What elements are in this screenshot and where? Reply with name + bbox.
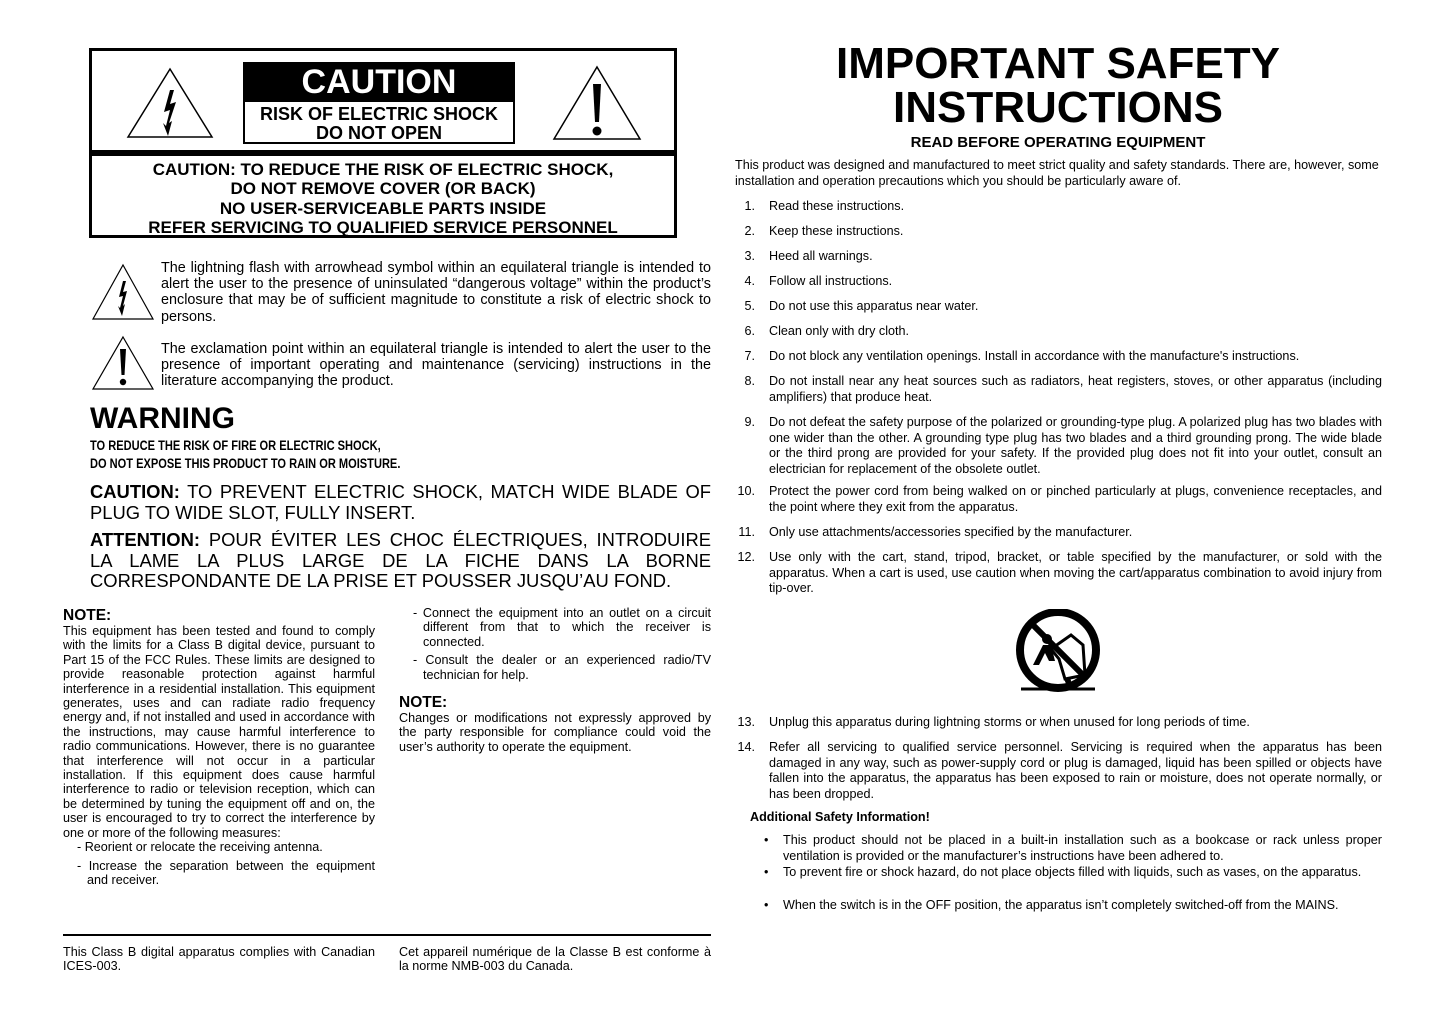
additional-safety-title: Additional Safety Information! xyxy=(750,810,930,824)
item-text: Do not block any ventilation openings. Install in accordance with the manufacture's instructions. xyxy=(769,349,1300,363)
bullet-icon: • xyxy=(764,898,769,912)
item-text: Do not defeat the safety purpose of the polarized or grounding-type plug. A polarized plug has two blades with one wider than the other. A grounding type plug has two blades and a third grounding prong. The wide blade or the third prong are provided for your safety. If the provided plug does not fit into your outlet, consult an electrician for replacement of the obsolete outlet. xyxy=(769,415,1382,476)
fcc-note-title: NOTE: xyxy=(63,607,112,624)
caution-line: CAUTION: TO REDUCE THE RISK OF ELECTRIC SHOCK, xyxy=(152,160,614,179)
modification-note xyxy=(399,694,711,754)
additional-item-text: This product should not be placed in a built-in installation such as a bookcase or rack unless proper ventilation is provided or the manufacturer’s instructions have been adhered to. xyxy=(783,833,1382,863)
warning-text xyxy=(90,437,400,473)
warning-line: TO REDUCE THE RISK OF FIRE OR ELECTRIC SHOCK, xyxy=(90,438,381,453)
item-number: 2. xyxy=(744,224,755,238)
exclamation-symbol-explanation: The exclamation point within an equilateral triangle is intended to alert the user to the presence of important operating and maintenance (servicing) instructions in the literature accompanying the product. xyxy=(161,341,711,390)
safety-item xyxy=(735,249,1382,265)
caution-line: NO USER-SERVICEABLE PARTS INSIDE xyxy=(219,198,547,218)
safety-item xyxy=(735,550,1382,597)
fcc-measures-continued xyxy=(413,606,711,682)
item-text: Refer all servicing to qualified service personnel. Servicing is required when the apparatus has been damaged in any way, such as power-supply cord or plug is damaged, liquid has been spilled or objects have fallen into the apparatus, the apparatus has been exposed to rain or moisture, does not operate normally, or has been dropped. xyxy=(769,740,1382,801)
item-number: 11. xyxy=(738,525,755,539)
safety-item xyxy=(735,324,1382,340)
item-text: Keep these instructions. xyxy=(769,224,904,238)
canada-compliance-french: Cet appareil numérique de la Classe B est conforme à la norme NMB-003 du Canada. xyxy=(399,945,711,974)
plug-attention-label: ATTENTION: xyxy=(90,529,200,550)
modification-note-text: Changes or modifications not expressly approved by the party responsible for compliance could void the user’s authority to operate the equipment. xyxy=(399,711,711,754)
item-text: Do not install near any heat sources such as radiators, heat registers, stoves, or other apparatus (including amplifiers) that produce heat. xyxy=(769,374,1382,404)
warning-line: DO NOT EXPOSE THIS PRODUCT TO RAIN OR MOISTURE. xyxy=(90,456,401,471)
item-number: 6. xyxy=(744,324,755,338)
plug-caution-text: TO PREVENT ELECTRIC SHOCK, MATCH WIDE BLADE OF PLUG TO WIDE SLOT, FULLY INSERT. xyxy=(90,481,711,523)
item-text: Protect the power cord from being walked on or pinched particularly at plugs, convenience receptacles, and the point where they exit from the apparatus. xyxy=(769,484,1382,514)
additional-safety-item xyxy=(764,898,1382,914)
bullet-icon: • xyxy=(764,833,769,847)
safety-item xyxy=(735,374,1382,405)
item-text: Follow all instructions. xyxy=(769,274,893,288)
safety-item xyxy=(735,224,1382,240)
page-subtitle: READ BEFORE OPERATING EQUIPMENT xyxy=(910,134,1206,151)
safety-item xyxy=(735,199,1382,215)
item-number: 3. xyxy=(744,249,755,263)
safety-item xyxy=(735,525,1382,541)
item-number: 13. xyxy=(737,715,755,729)
safety-item xyxy=(735,299,1382,315)
page-title-line1: IMPORTANT SAFETY xyxy=(835,39,1281,88)
canada-compliance-english: This Class B digital apparatus complies with Canadian ICES-003. xyxy=(63,945,375,974)
item-number: 8. xyxy=(744,374,755,388)
fcc-measure-item: - Consult the dealer or an experienced radio/TV technician for help. xyxy=(413,653,711,682)
caution-sub-line1: RISK OF ELECTRIC SHOCK xyxy=(259,104,498,124)
caution-banner: CAUTION xyxy=(243,62,515,100)
fcc-measure-item: - Connect the equipment into an outlet on a circuit different from that to which the receiver is connected. xyxy=(413,606,711,649)
item-number: 14. xyxy=(737,740,755,754)
plug-attention-text: POUR ÉVITER LES CHOC ÉLECTRIQUES, INTRODUIRE LA LAME LA PLUS LARGE DE LA FICHE DANS LA BORNE CORRESPONDANTE DE LA PRISE ET POUSSER JUSQU’AU FOND. xyxy=(90,529,711,591)
fcc-measure-item: - Increase the separation between the equipment and receiver. xyxy=(77,858,375,887)
item-text: Use only with the cart, stand, tripod, bracket, or table specified by the manufacturer, or sold with the apparatus. When a cart is used, use caution when moving the cart/apparatus combination to avoid injury from tip-over. xyxy=(769,550,1382,596)
additional-safety-item xyxy=(764,865,1382,881)
item-text: Heed all warnings. xyxy=(769,249,873,263)
exclamation-triangle-icon xyxy=(552,64,642,142)
additional-item-text: To prevent fire or shock hazard, do not place objects filled with liquids, such as vases, on the apparatus. xyxy=(783,865,1362,879)
item-number: 10. xyxy=(737,484,755,498)
lightning-triangle-icon xyxy=(91,263,155,321)
safety-item xyxy=(735,415,1382,477)
safety-item xyxy=(735,274,1382,290)
fcc-note-text: This equipment has been tested and found to comply with the limits for a Class B digital device, pursuant to Part 15 of the FCC Rules. These limits are designed to provide reasonable protection against harmful interference in a residential installation. This equipment generates, uses and can radiate radio frequency energy and, if not installed and used in accordance with the instructions, may cause harmful interference to radio communications. However, there is no guarantee that interference will not occur in a particular installation. If this equipment does cause harmful interference to radio or television reception, which can be determined by tuning the equipment off and on, the user is encouraged to try to correct the interference by one or more of the following measures: xyxy=(63,624,375,840)
item-number: 7. xyxy=(744,349,755,363)
item-number: 9. xyxy=(744,415,755,429)
caution-divider xyxy=(89,150,677,156)
lightning-triangle-icon xyxy=(126,66,214,140)
caution-label-text xyxy=(92,160,674,237)
warning-title: WARNING xyxy=(90,402,235,435)
page-title-line2: INSTRUCTIONS xyxy=(893,83,1223,132)
fcc-measure xyxy=(77,840,375,887)
bullet-icon: • xyxy=(764,865,769,879)
item-number: 1. xyxy=(744,199,755,213)
item-number: 5. xyxy=(744,299,755,313)
additional-item-text: When the switch is in the OFF position, the apparatus isn’t completely switched-off from the MAINS. xyxy=(783,898,1339,912)
page-title xyxy=(740,39,1376,132)
safety-item xyxy=(735,715,1382,731)
item-text: Read these instructions. xyxy=(769,199,905,213)
plug-caution-label: CAUTION: xyxy=(90,481,180,502)
fcc-measure-item: - Reorient or relocate the receiving antenna. xyxy=(77,840,323,855)
item-number: 12. xyxy=(737,550,755,564)
item-text: Clean only with dry cloth. xyxy=(769,324,909,338)
item-number: 4. xyxy=(744,274,755,288)
safety-intro: This product was designed and manufactured to meet strict quality and safety standards. There are, however, some installation and operation precautions which you should be particularly aware of. xyxy=(735,158,1379,188)
caution-line: DO NOT REMOVE COVER (OR BACK) xyxy=(230,179,536,199)
caution-sub-line2: DO NOT OPEN xyxy=(315,123,442,143)
fcc-note xyxy=(63,607,375,887)
plug-caution xyxy=(90,482,711,523)
safety-item xyxy=(735,349,1382,365)
item-text: Do not use this apparatus near water. xyxy=(769,299,979,313)
caution-line: REFER SERVICING TO QUALIFIED SERVICE PERSONNEL xyxy=(148,217,618,237)
additional-safety-item xyxy=(764,833,1382,864)
modification-note-title: NOTE: xyxy=(399,694,448,711)
plug-attention xyxy=(90,530,711,592)
item-text: Unplug this apparatus during lightning storms or when unused for long periods of time. xyxy=(769,715,1250,729)
safety-item xyxy=(735,484,1382,515)
footer-divider xyxy=(63,934,711,936)
cart-tip-over-icon xyxy=(1013,609,1103,695)
lightning-symbol-explanation: The lightning flash with arrowhead symbol within an equilateral triangle is intended to alert the user to the presence of uninsulated “dangerous voltage” within the product’s enclosure that may be of sufficient magnitude to constitute a risk of electric shock to persons. xyxy=(161,260,711,325)
item-text: Only use attachments/accessories specified by the manufacturer. xyxy=(769,525,1133,539)
caution-subtitle xyxy=(243,100,515,144)
exclamation-triangle-icon xyxy=(91,335,155,391)
safety-item xyxy=(735,740,1382,802)
